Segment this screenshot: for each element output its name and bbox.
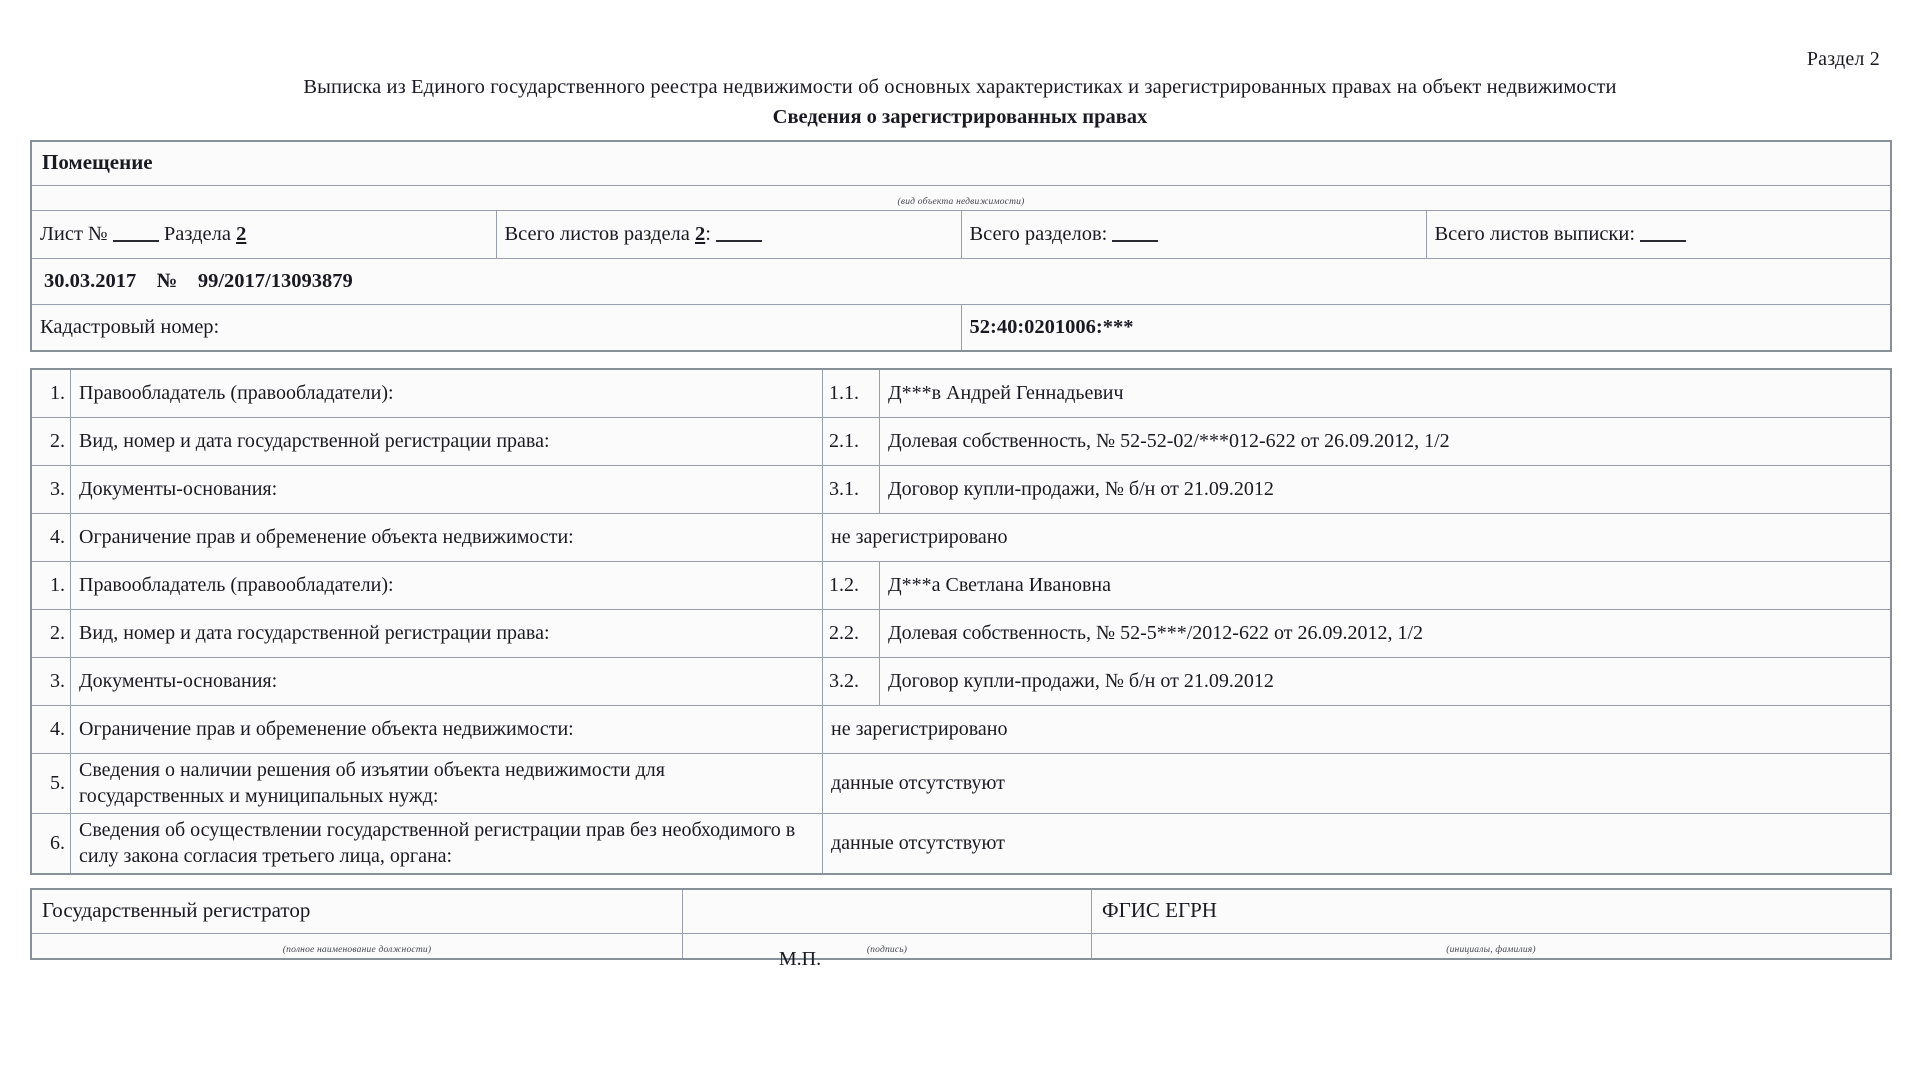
row-index: 3. [31, 466, 71, 514]
table-row [31, 814, 1891, 875]
table-row [31, 562, 1891, 610]
total-sheets-extract-cell [1426, 211, 1891, 259]
table-row [31, 706, 1891, 754]
object-kind-caption: (вид объекта недвижимости) [897, 197, 1025, 207]
row-index: 2. [31, 610, 71, 658]
document-date-cell [31, 259, 1891, 305]
row-value: данные отсутствуют [823, 814, 1892, 875]
registered-rights-table [30, 368, 1892, 875]
row-label: Правообладатель (правообладатели): [71, 369, 823, 418]
total-sections-cell [961, 211, 1426, 259]
sheet-section-label: Раздела [163, 222, 231, 245]
object-kind-row [31, 141, 1891, 186]
registrar-caption: (полное наименование должности) [282, 945, 432, 955]
table-row [31, 514, 1891, 562]
total-sheets-section-blank [716, 240, 762, 242]
row-label: Вид, номер и дата государственной регистрации права: [71, 418, 823, 466]
table-row [31, 754, 1891, 814]
row-label: Вид, номер и дата государственной регистрации права: [71, 610, 823, 658]
row-value: Д***в Андрей Геннадьевич [880, 369, 1892, 418]
signature-caption: (подпись) [866, 945, 908, 955]
row-index: 1. [31, 369, 71, 418]
row-value: не зарегистрировано [823, 706, 1892, 754]
document-number: 99/2017/13093879 [197, 269, 353, 292]
stamp-placeholder: М.П. [778, 948, 822, 970]
object-kind-caption-row [31, 186, 1891, 211]
total-sections-label: Всего разделов: [969, 222, 1108, 245]
row-label: Документы-основания: [71, 658, 823, 706]
fgis-caption: (инициалы, фамилия) [1446, 945, 1536, 955]
total-sheets-section-cell [496, 211, 961, 259]
document-date-row [31, 259, 1891, 305]
row-value: Договор купли-продажи, № б/н от 21.09.2012 [880, 658, 1892, 706]
table-row [31, 466, 1891, 514]
object-kind-cell: Помещение [31, 141, 1891, 186]
row-subindex: 2.1. [823, 418, 880, 466]
sheet-number-label: Лист № [40, 222, 108, 245]
total-sheets-section-number: 2 [695, 222, 706, 245]
row-subindex: 3.1. [823, 466, 880, 514]
cadastral-number-label: Кадастровый номер: [31, 305, 961, 352]
row-value: Долевая собственность, № 52-5***/2012-622 от 26.09.2012, 1/2 [880, 610, 1892, 658]
row-index: 2. [31, 418, 71, 466]
row-index: 1. [31, 562, 71, 610]
signature-value-cell [683, 889, 1092, 934]
row-value: данные отсутствуют [823, 754, 1892, 814]
cadastral-number-row [31, 305, 1891, 352]
row-index: 3. [31, 658, 71, 706]
table-row [31, 369, 1891, 418]
row-label: Ограничение прав и обременение объекта недвижимости: [71, 514, 823, 562]
section-number: Раздел 2 [1806, 48, 1880, 70]
total-sheets-section-colon: : [705, 222, 711, 245]
total-sections-blank [1112, 240, 1158, 242]
registrar-title-cell: Государственный регистратор [31, 889, 683, 934]
row-label: Документы-основания: [71, 466, 823, 514]
row-label: Ограничение прав и обременение объекта недвижимости: [71, 706, 823, 754]
row-value: Д***а Светлана Ивановна [880, 562, 1892, 610]
total-sheets-extract-blank [1640, 240, 1686, 242]
table-row [31, 658, 1891, 706]
row-index: 4. [31, 706, 71, 754]
sheet-section-number: 2 [236, 222, 247, 245]
fgis-value-cell: ФГИС ЕГРН [1092, 889, 1892, 934]
table-row [31, 610, 1891, 658]
sheet-number-blank [113, 240, 159, 242]
cadastral-number-value: 52:40:0201006:*** [961, 305, 1891, 352]
row-label: Сведения о наличии решения об изъятии объекта недвижимости для государственных и муниципальных нужд: [71, 754, 823, 814]
document-title: Выписка из Единого государственного реестра недвижимости об основных характеристиках и зарегистрированных правах на объект недвижимости [303, 76, 1617, 98]
row-index: 6. [31, 814, 71, 875]
sheet-number-cell [31, 211, 496, 259]
row-index: 4. [31, 514, 71, 562]
total-sheets-section-label: Всего листов раздела [504, 222, 690, 245]
signature-values-row [31, 889, 1891, 934]
row-value: не зарегистрировано [823, 514, 1892, 562]
row-label: Сведения об осуществлении государственной регистрации прав без необходимого в силу закона согласия третьего лица, органа: [71, 814, 823, 875]
object-info-table [30, 140, 1892, 352]
row-index: 5. [31, 754, 71, 814]
row-subindex: 1.1. [823, 369, 880, 418]
row-value: Договор купли-продажи, № б/н от 21.09.2012 [880, 466, 1892, 514]
row-subindex: 1.2. [823, 562, 880, 610]
row-label: Правообладатель (правообладатели): [71, 562, 823, 610]
row-value: Долевая собственность, № 52-52-02/***012-622 от 26.09.2012, 1/2 [880, 418, 1892, 466]
sheet-counters-row [31, 211, 1891, 259]
registered-rights-body [31, 369, 1891, 874]
table-row [31, 418, 1891, 466]
object-kind-caption-cell [31, 186, 1891, 211]
row-subindex: 3.2. [823, 658, 880, 706]
document-subtitle: Сведения о зарегистрированных правах [772, 106, 1148, 128]
document-date: 30.03.2017 [44, 269, 137, 292]
number-sign-icon: № [156, 269, 178, 292]
row-subindex: 2.2. [823, 610, 880, 658]
total-sheets-extract-label: Всего листов выписки: [1434, 222, 1636, 245]
